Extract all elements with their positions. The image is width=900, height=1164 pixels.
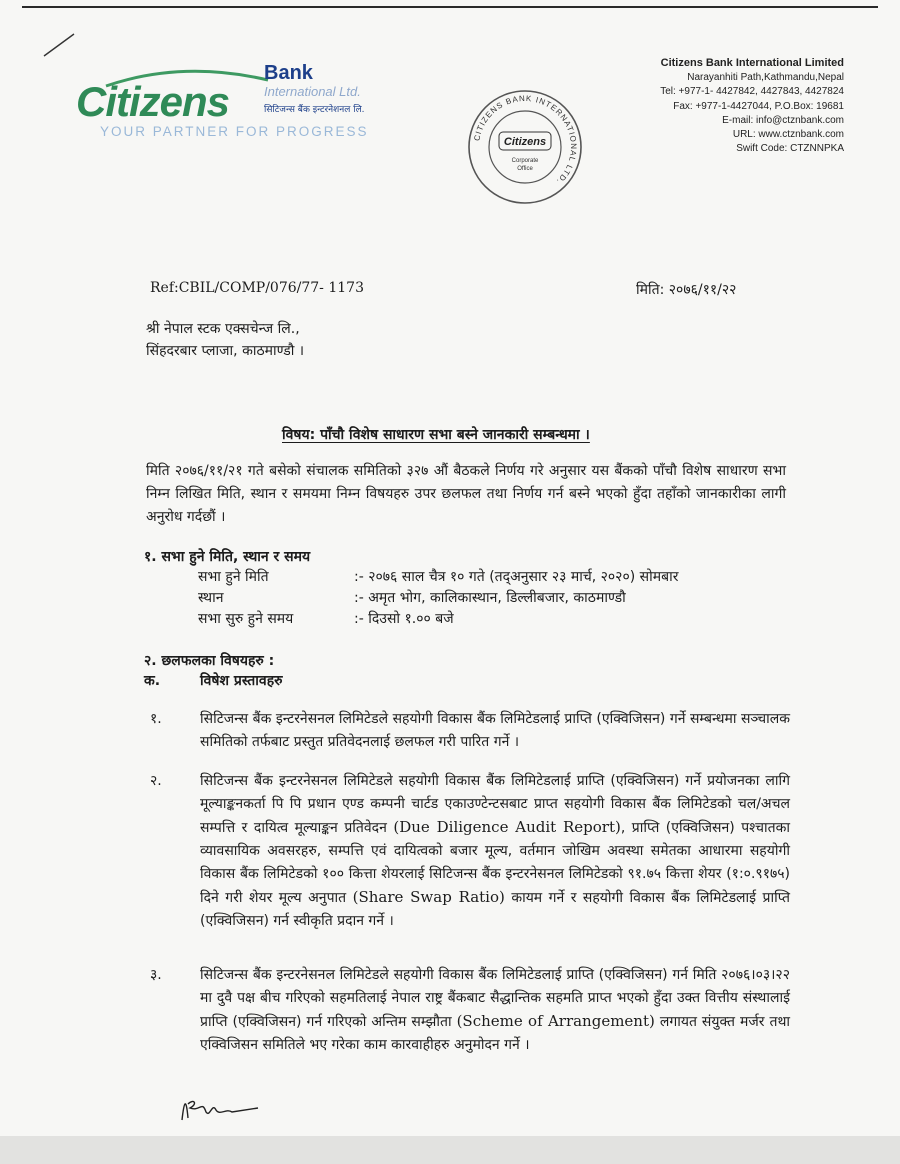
logo-international-text: International Ltd.	[264, 84, 361, 99]
meeting-detail-row	[198, 608, 678, 629]
seal-center-line2: Office	[517, 166, 533, 172]
meeting-detail-value: :- २०७६ साल चैत्र १० गते (तद्अनुसार २३ मार्च, २०२०) सोमबार	[354, 569, 679, 585]
contact-tel: Tel: +977-1- 4427842, 4427843, 4427824	[660, 86, 844, 98]
contact-address: Narayanhiti Path,Kathmandu,Nepal	[687, 72, 844, 84]
recipient-line-2: सिंहदरबार प्लाजा, काठमाण्डौ ।	[146, 343, 305, 359]
recipient-address	[146, 318, 304, 362]
proposal-text-part-c: कायम गर्ने र सहयोगी विकास बैंक लिमिटेडलाई प्राप्ति (एक्विजिसन) गर्न स्वीकृति प्रदान गर्ने ।	[200, 890, 791, 929]
meeting-detail-label: सभा सुरु हुने समय	[198, 611, 294, 627]
meeting-detail-row	[198, 566, 678, 587]
top-border-line	[22, 6, 878, 8]
proposal-latin-term-a: (Due Diligence Audit Report)	[393, 818, 621, 836]
meeting-details	[198, 566, 678, 629]
contact-fax: Fax: +977-1-4427044, P.O.Box: 19681	[673, 100, 844, 112]
subheading-text: विषेश प्रस्तावहरु	[200, 673, 283, 689]
contact-email: E-mail: info@ctznbank.com	[722, 114, 844, 126]
proposal-text-part-a: सिटिजन्स बैंक इन्टरनेसनल लिमिटेडले सहयोगी विकास बैंक लिमिटेडलाई प्राप्ति (एक्विजिसन) गर्ने प्रयोजनका लागि मूल्याङ्कनकर्ता पि पि प्रधान एण्ड कम्पनी चार्टड एकाउण्टेन्टसबाट प्राप्त सहयोगी विकास बैंक लिमिटेडको चल/अचल सम्पत्ति र दायित्व मूल्याङ्कन प्रतिवेदन	[200, 773, 790, 836]
proposal-text	[200, 770, 790, 933]
contact-swift: Swift Code: CTZNNPKA	[736, 143, 844, 155]
section-1-heading: १. सभा हुने मिति, स्थान र समय	[144, 549, 311, 565]
proposal-latin-term-b: (Share Swap Ratio)	[352, 888, 505, 906]
proposal-item-2	[150, 770, 790, 933]
letter-subject: विषय: पाँचौ विशेष साधारण सभा बस्ने जानकारी सम्बन्धमा ।	[282, 427, 590, 443]
proposal-number: १.	[150, 711, 162, 727]
proposal-item-1	[150, 708, 790, 754]
section-2-subheading	[144, 670, 283, 692]
bank-logo	[72, 60, 402, 140]
section-2-heading: २. छलफलका विषयहरु :	[144, 653, 275, 669]
recipient-line-1: श्री नेपाल स्टक एक्सचेन्ज लि.,	[146, 321, 300, 337]
proposal-number: ३.	[150, 967, 162, 983]
reference-number: Ref:CBIL/COMP/076/77- 1173	[150, 280, 364, 296]
letter-date: मिति: २०७६/११/२२	[636, 282, 737, 298]
corporate-seal-stamp	[466, 88, 584, 206]
proposal-item-3	[150, 964, 790, 1057]
bottom-scan-band	[0, 1136, 900, 1164]
logo-bank-text: Bank	[264, 62, 313, 84]
proposal-text	[200, 964, 790, 1057]
meeting-detail-label: सभा हुने मिति	[198, 569, 269, 585]
contact-bank-name: Citizens Bank International Limited	[660, 57, 844, 69]
proposal-text: सिटिजन्स बैंक इन्टरनेसनल लिमिटेडले सहयोगी विकास बैंक लिमिटेडलाई प्राप्ति (एक्विजिसन) गर्ने सम्बन्धमा सञ्चालक समितिको तर्फबाट प्रस्तुत प्रतिवेदनलाई छलफल गरी पारित गर्ने ।	[200, 711, 790, 750]
seal-ring-text: CITIZENS BANK INTERNATIONAL LTD.	[472, 93, 579, 187]
logo-nepali-name: सिटिजन्स बैंक इन्टरनेशनल लि.	[264, 105, 365, 115]
handwritten-signature	[176, 1090, 266, 1130]
meeting-detail-value: :- दिउसो १.०० बजे	[354, 611, 454, 627]
seal-center-name: Citizens	[503, 136, 547, 148]
meeting-detail-value: :- अमृत भोग, कालिकास्थान, डिल्लीबजार, काठमाण्डौ	[354, 590, 626, 606]
proposal-number: २.	[150, 773, 162, 789]
proposal-text-part-b: , प्राप्ति (एक्विजिसन) पश्चातका व्यावसायिक अवसरहरु, सम्पत्ति एवं दायित्वको बजार मूल्य, वर्तमान जोखिम अवस्था समेतका आधारमा सहयोगी विकास बैंक लिमिटेडको १०० कित्ता शेयरलाई सिटिजन्स बैंक इन्टरनेसनल लिमिटेडको ९१.७५ कित्ता शेयर (१:०.९१७५) दिने गरी शेयर मूल्य अनुपात	[200, 820, 791, 906]
intro-paragraph: मिति २०७६/११/२१ गते बसेको संचालक समितिको ३२७ औं बैठकले निर्णय गरे अनुसार यस बैंकको पाँचौ विशेष साधारण सभा निम्न लिखित मिति, स्थान र समयमा निम्न विषयहरु उपर छलफल तथा निर्णय गर्न बस्ने भएको हुँदा तहाँको जानकारीका लागी अनुरोध गर्दछौं ।	[146, 463, 786, 525]
pen-stroke-mark	[40, 30, 80, 60]
seal-center-line1: Corporate	[511, 158, 539, 164]
proposal-text-part-b: लगायत संयुक्त मर्जर तथा एक्विजिसन समितिले भए गरेका काम कारवाहीहरु अनुमोदन गर्ने ।	[200, 1014, 791, 1053]
meeting-detail-row	[198, 587, 678, 608]
contact-url: URL: www.ctznbank.com	[732, 129, 844, 141]
subheading-marker: क.	[144, 673, 161, 689]
proposal-latin-term-a: (Scheme of Arrangement)	[456, 1012, 655, 1030]
contact-block	[660, 56, 844, 156]
logo-tagline: YOUR PARTNER FOR PROGRESS	[100, 124, 369, 139]
proposal-text-part-a: सिटिजन्स बैंक इन्टरनेसनल लिमिटेडले सहयोगी विकास बैंक लिमिटेडलाई प्राप्ति (एक्विजिसन) गर्न मिति २०७६।०३।२२ मा दुवै पक्ष बीच गरिएको सहमतिलाई नेपाल राष्ट्र बैंकबाट सैद्धान्तिक सहमति प्राप्त भएको हुँदा उक्त वित्तीय संस्थालाई प्राप्ति (एक्विजिसन) गर्न गरिएको अन्तिम सम्झौता	[200, 967, 790, 1030]
logo-wordmark: Citizens	[76, 78, 230, 125]
meeting-detail-label: स्थान	[198, 590, 224, 606]
